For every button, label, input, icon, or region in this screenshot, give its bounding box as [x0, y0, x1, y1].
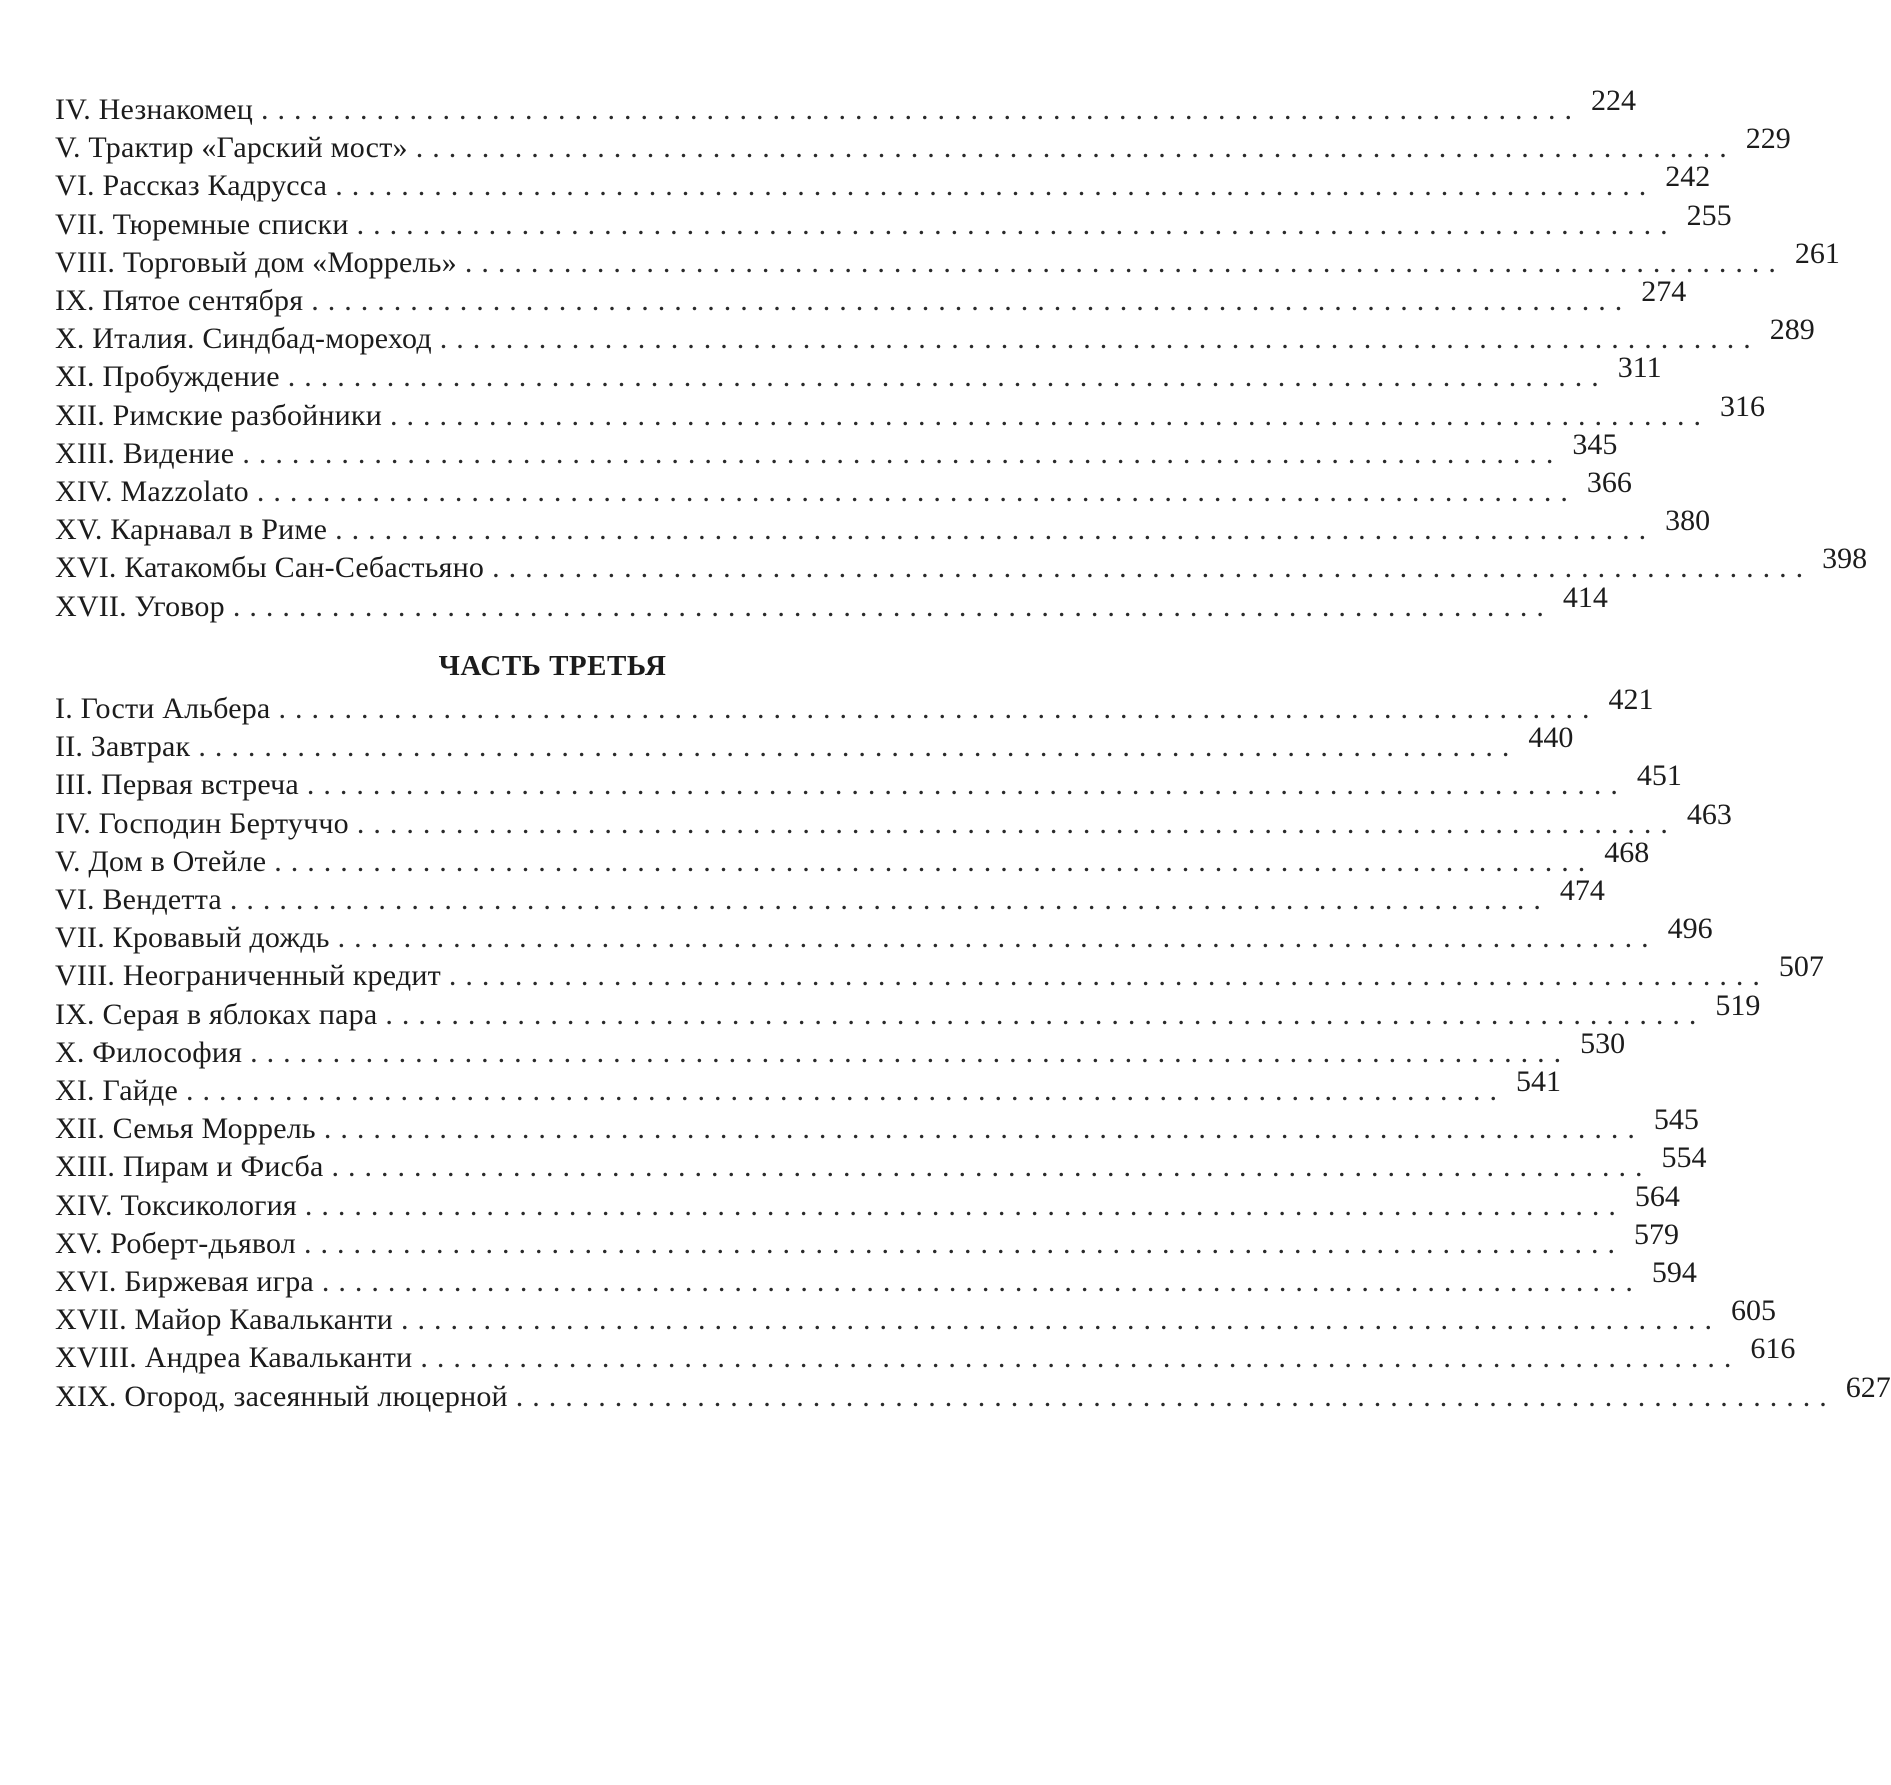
toc-entry-page-number: 345	[1572, 427, 1618, 461]
toc-entry	[55, 351, 1662, 395]
dot-leader: ................................................................................	[401, 1303, 1722, 1337]
toc-entry-page-number: 366	[1586, 466, 1632, 499]
toc-entry-page-number: 541	[1516, 1065, 1562, 1098]
toc-entry	[55, 988, 1761, 1033]
toc-entry	[55, 683, 1654, 727]
toc-entry-title: V. Дом в Отейле	[55, 844, 267, 878]
toc-entry-page-number: 414	[1562, 580, 1608, 614]
toc-entry-title: XIV. Токсикология	[55, 1188, 297, 1222]
toc-entry-title: XIX. Огород, засеянный люцерной	[55, 1379, 508, 1413]
toc-entry	[55, 912, 1713, 956]
dot-leader: ................................................................................	[356, 806, 1677, 840]
toc-entry-title: XI. Гайде	[55, 1074, 179, 1107]
toc-entry-page-number: 530	[1580, 1026, 1626, 1060]
toc-entry-page-number: 616	[1750, 1332, 1796, 1366]
dot-leader: ................................................................................	[232, 589, 1553, 623]
toc-entry	[55, 835, 1650, 880]
toc-entry-page-number: 579	[1633, 1217, 1679, 1251]
toc-entry	[55, 1141, 1707, 1185]
toc-entry	[55, 759, 1682, 803]
toc-entry	[55, 389, 1765, 434]
toc-entry-title: III. Первая встреча	[55, 768, 299, 802]
dot-leader: ................................................................................	[335, 513, 1656, 547]
toc-entry	[55, 236, 1840, 281]
toc-entry-page-number: 380	[1665, 504, 1711, 538]
toc-entry-page-number: 451	[1636, 759, 1682, 793]
toc-entry-title: VI. Вендетта	[55, 883, 222, 916]
toc-entry-page-number: 564	[1634, 1179, 1680, 1213]
toc-entry	[55, 1065, 1562, 1109]
dot-leader: ................................................................................	[304, 1188, 1625, 1222]
toc-entry	[55, 427, 1618, 472]
toc-entry	[55, 1256, 1697, 1300]
toc-entry-title: IX. Серая в яблоках пара	[55, 997, 378, 1031]
toc-entry	[55, 1026, 1626, 1071]
toc-entry	[55, 122, 1791, 166]
dot-leader: ................................................................................	[306, 768, 1627, 802]
dot-leader: ................................................................................	[311, 284, 1632, 317]
toc-entry-page-number: 545	[1653, 1103, 1699, 1137]
toc-entry-page-number: 605	[1731, 1294, 1777, 1328]
toc-entry-page-number: 261	[1794, 236, 1840, 270]
dot-leader: ................................................................................	[448, 959, 1769, 993]
toc-entry-title: XII. Римские разбойники	[55, 398, 382, 432]
dot-leader: ................................................................................	[186, 1074, 1507, 1107]
toc-entry-title: IV. Незнакомец	[55, 93, 253, 126]
toc-entry-title: XV. Роберт-дьявол	[55, 1226, 296, 1260]
dot-leader: ................................................................................	[515, 1379, 1836, 1413]
dot-leader: ................................................................................	[356, 207, 1677, 241]
toc-entry-title: XVI. Биржевая игра	[55, 1265, 314, 1298]
toc-entry-page-number: 519	[1715, 988, 1761, 1022]
toc-entry-title: XVIII. Андреа Кавальканти	[55, 1341, 413, 1375]
toc-entry-page-number: 255	[1686, 198, 1732, 232]
toc-entry	[55, 580, 1608, 625]
dot-leader: ................................................................................	[274, 844, 1595, 878]
toc-entry-title: X. Италия. Синдбад-мореход	[55, 322, 432, 356]
toc-entry	[55, 160, 1711, 204]
toc-entry-title: XV. Карнавал в Риме	[55, 513, 328, 547]
dot-leader: ................................................................................	[420, 1341, 1741, 1375]
dot-leader: ................................................................................	[287, 360, 1608, 394]
toc-entry-title: XVI. Катакомбы Сан-Себастьяно	[55, 551, 485, 585]
dot-leader: ................................................................................	[261, 93, 1581, 126]
toc-entry-page-number: 398	[1822, 542, 1868, 576]
toc-entry	[55, 1217, 1679, 1262]
dot-leader: ................................................................................	[389, 398, 1710, 432]
toc-entry	[55, 874, 1605, 918]
toc-entry-title: XIII. Пирам и Фисба	[55, 1150, 324, 1184]
toc-entry-page-number: 468	[1604, 835, 1650, 869]
toc-entry-page-number: 554	[1661, 1141, 1707, 1175]
toc-entry-title: I. Гости Альбера	[55, 692, 271, 725]
part-three-heading: ЧАСТЬ ТРЕТЬЯ	[438, 650, 667, 682]
toc-entry-title: VIII. Торговый дом «Моррель»	[55, 245, 457, 279]
toc-entry	[55, 1103, 1699, 1147]
toc-entry-page-number: 507	[1778, 950, 1824, 984]
toc-entry	[55, 504, 1711, 548]
toc-entry-page-number: 474	[1559, 874, 1605, 907]
dot-leader: ................................................................................	[439, 322, 1760, 356]
dot-leader: ................................................................................	[385, 997, 1706, 1031]
toc-entry-page-number: 229	[1745, 122, 1791, 156]
toc-entry	[55, 950, 1824, 994]
toc-entry-title: IX. Пятое сентября	[55, 284, 304, 317]
toc-entry	[55, 313, 1815, 357]
toc-entry-page-number: 463	[1686, 797, 1732, 831]
toc-entry	[55, 1332, 1796, 1376]
toc-entry	[55, 1179, 1680, 1224]
toc-entry-page-number: 421	[1608, 683, 1654, 716]
toc-entry	[55, 84, 1636, 128]
toc-entry	[55, 466, 1632, 510]
dot-leader: ................................................................................	[331, 1150, 1652, 1184]
toc-entry	[55, 198, 1732, 243]
toc-entry	[55, 1370, 1891, 1415]
toc-entry-title: X. Философия	[55, 1035, 243, 1069]
dot-leader: ................................................................................	[256, 475, 1577, 508]
toc-entry-page-number: 496	[1667, 912, 1713, 946]
toc-entry-page-number: 316	[1719, 389, 1765, 423]
toc-entry-page-number: 224	[1591, 84, 1636, 117]
toc-entry-page-number: 627	[1845, 1370, 1891, 1404]
dot-leader: ................................................................................	[278, 692, 1599, 725]
toc-entry-title: VII. Тюремные списки	[55, 207, 349, 241]
dot-leader: ................................................................................	[303, 1226, 1624, 1260]
toc-entry-title: XVII. Уговор	[55, 589, 225, 623]
toc-entry-title: IV. Господин Бертуччо	[55, 806, 349, 840]
dot-leader: ................................................................................	[323, 1112, 1644, 1146]
dot-leader: ................................................................................	[229, 883, 1550, 916]
toc-entry-title: V. Трактир «Гарский мост»	[55, 131, 408, 165]
toc-entry-title: II. Завтрак	[55, 730, 191, 764]
toc-entry-page-number: 242	[1665, 160, 1711, 194]
toc-entry-title: XI. Пробуждение	[55, 360, 280, 394]
toc-entry-title: VII. Кровавый дождь	[55, 921, 330, 955]
dot-leader: ................................................................................	[464, 245, 1785, 279]
toc-entry-title: XVII. Майор Кавальканти	[55, 1303, 394, 1337]
toc-entry	[55, 721, 1574, 765]
toc-entry-title: XIII. Видение	[55, 436, 235, 470]
dot-leader: ................................................................................	[415, 131, 1736, 165]
toc-entry-page-number: 274	[1641, 275, 1687, 308]
toc-entry	[55, 275, 1687, 319]
toc-entry-title: VIII. Неограниченный кредит	[55, 959, 441, 993]
dot-leader: ................................................................................	[250, 1035, 1571, 1069]
toc-entry-page-number: 594	[1651, 1256, 1697, 1289]
toc-entry	[55, 1294, 1777, 1338]
toc-entry-page-number: 311	[1617, 351, 1662, 385]
dot-leader: ................................................................................	[335, 169, 1656, 203]
dot-leader: ................................................................................	[492, 551, 1813, 585]
toc-entry-page-number: 289	[1769, 313, 1815, 347]
toc-entry	[55, 542, 1868, 586]
toc-entry-title: XII. Семья Моррель	[55, 1112, 316, 1146]
dot-leader: ................................................................................	[337, 921, 1658, 955]
toc-entry-page-number: 440	[1528, 721, 1574, 755]
toc-entry	[55, 797, 1732, 842]
dot-leader: ................................................................................	[242, 436, 1563, 470]
dot-leader: ................................................................................	[198, 730, 1519, 764]
toc-entry-title: XIV. Mazzolato	[55, 475, 249, 508]
dot-leader: ................................................................................	[321, 1265, 1642, 1298]
toc-entry-title: VI. Рассказ Кадрусса	[55, 169, 328, 203]
